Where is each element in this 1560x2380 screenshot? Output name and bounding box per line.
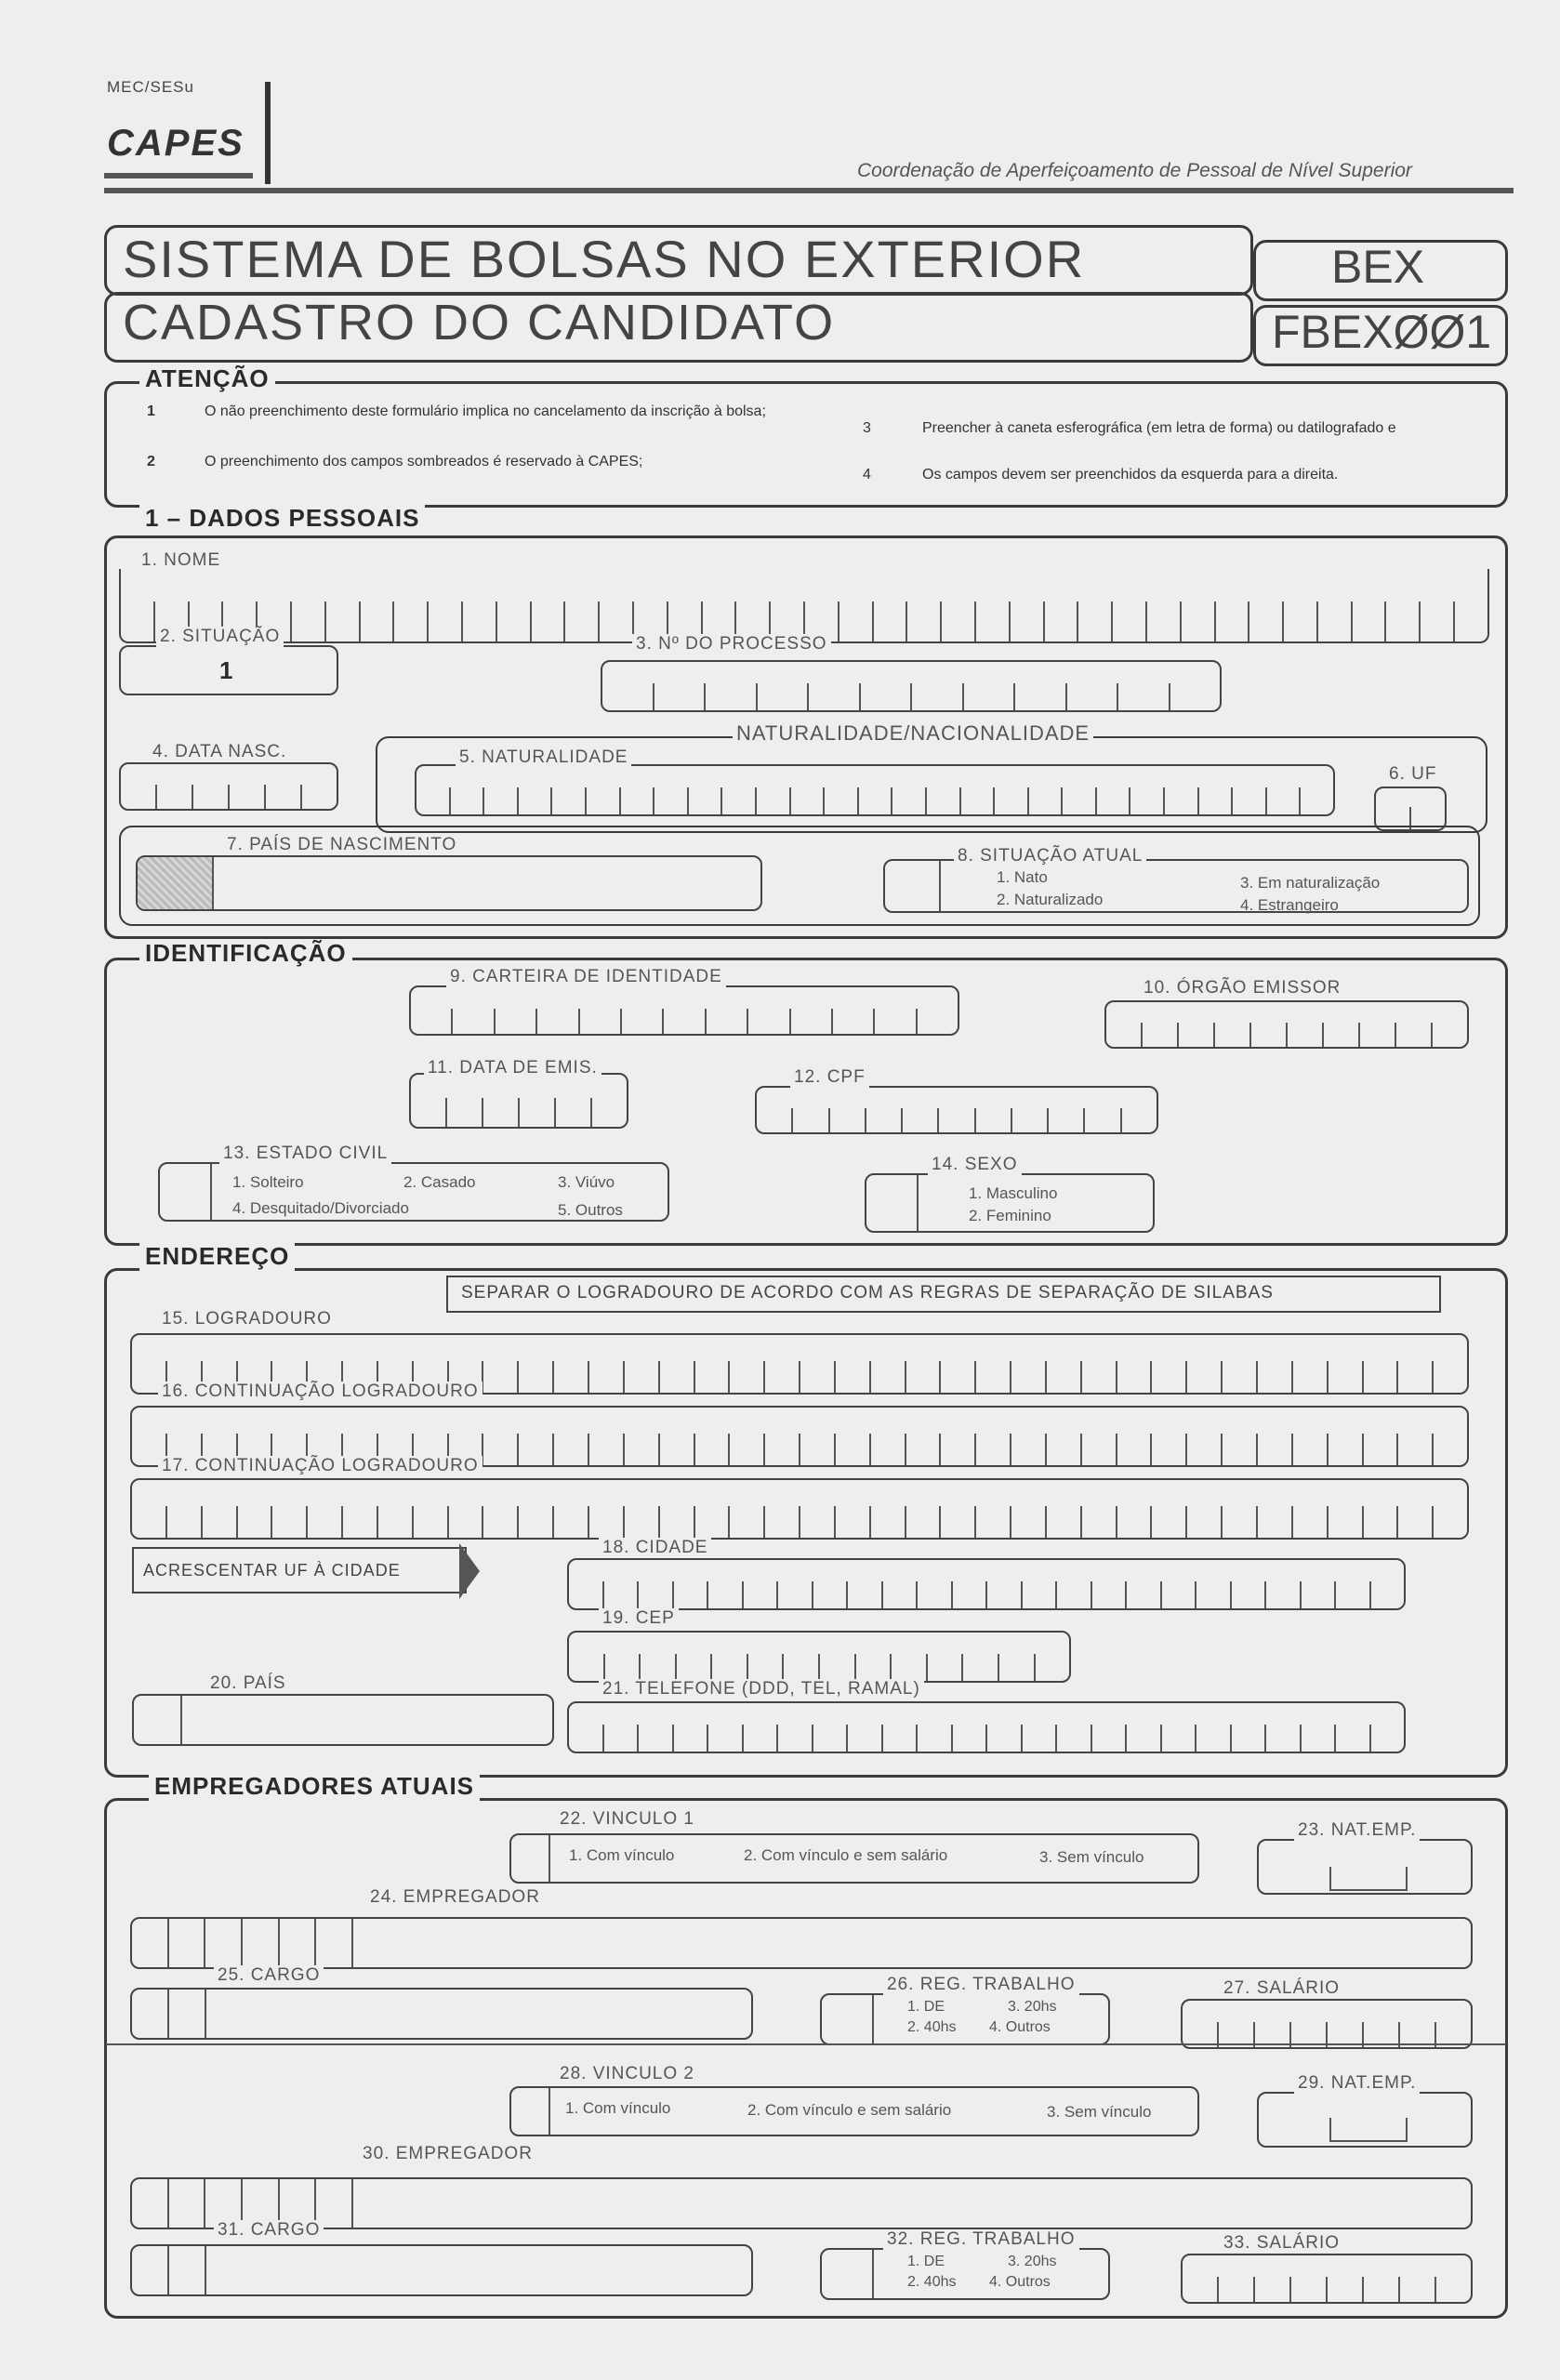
cidade-label: 18. CIDADE bbox=[599, 1538, 711, 1558]
vinculo-1-label: 22. VINCULO 1 bbox=[556, 1809, 698, 1830]
nome-label: 1. NOME bbox=[138, 550, 224, 571]
vinculo-2-cell bbox=[549, 2088, 550, 2135]
naturalidade-label: 5. NATURALIDADE bbox=[456, 747, 631, 768]
dept-label: MEC/SESu bbox=[107, 78, 194, 96]
vinculo-2-label: 28. VINCULO 2 bbox=[556, 2064, 698, 2084]
reg2-opt-4: 4. Outros bbox=[989, 2274, 1051, 2290]
reg-trab-2-field[interactable] bbox=[820, 2248, 1110, 2300]
nat-group-label: NATURALIDADE/NACIONALIDADE bbox=[733, 721, 1093, 746]
reg-trab-1-label: 26. REG. TRABALHO bbox=[883, 1975, 1079, 1995]
vinculo-1-cell bbox=[549, 1835, 550, 1882]
carteira-label: 9. CARTEIRA DE IDENTIDADE bbox=[446, 967, 726, 987]
cont-log-2-field[interactable] bbox=[130, 1478, 1469, 1540]
empregadores-title: EMPREGADORES ATUAIS bbox=[149, 1772, 480, 1801]
reg1-opt-2: 3. 20hs bbox=[1008, 1999, 1057, 2015]
atencao-item-4: Os campos devem ser preenchidos da esquerda para a direita. bbox=[922, 467, 1339, 483]
sit-opt-2: 2. Naturalizado bbox=[997, 891, 1104, 908]
processo-field[interactable] bbox=[601, 660, 1222, 712]
civil-opt-1: 1. Solteiro bbox=[232, 1173, 304, 1191]
pais-label: 20. PAÍS bbox=[206, 1673, 290, 1694]
reg2-opt-3: 2. 40hs bbox=[907, 2274, 957, 2290]
cargo-1-field[interactable] bbox=[130, 1988, 753, 2040]
vinc1-opt-2: 2. Com vínculo e sem salário bbox=[744, 1846, 948, 1864]
sexo-label: 14. SEXO bbox=[928, 1155, 1022, 1175]
header-rule bbox=[104, 188, 1514, 193]
data-nasc-field[interactable] bbox=[119, 762, 338, 811]
civil-opt-3: 3. Viúvo bbox=[558, 1173, 615, 1191]
atencao-num-3: 3 bbox=[863, 420, 871, 436]
situacao-value: 1 bbox=[219, 656, 233, 684]
atencao-item-2: O preenchimento dos campos sombreados é reservado à CAPES; bbox=[205, 454, 643, 469]
capes-logo: CAPES bbox=[107, 123, 245, 164]
code-bex: BEX bbox=[1331, 241, 1425, 293]
orgao-field[interactable] bbox=[1104, 1000, 1469, 1049]
sit-atual-field[interactable] bbox=[883, 859, 1469, 913]
pais-nasc-shaded bbox=[138, 857, 214, 909]
sit-atual-label: 8. SITUAÇÃO ATUAL bbox=[954, 846, 1146, 866]
uf-label: 6. UF bbox=[1385, 764, 1440, 785]
logradouro-label: 15. LOGRADOURO bbox=[158, 1309, 336, 1329]
situacao-label: 2. SITUAÇÃO bbox=[156, 627, 284, 647]
nat-emp-1-cells bbox=[1329, 1867, 1408, 1891]
cargo-2-cells bbox=[132, 2246, 206, 2294]
carteira-field[interactable] bbox=[409, 985, 959, 1036]
arrow-right-icon bbox=[459, 1543, 480, 1599]
cidade-field[interactable] bbox=[567, 1558, 1406, 1610]
cargo-1-label: 25. CARGO bbox=[214, 1965, 324, 1986]
pais-nasc-label: 7. PAÍS DE NASCIMENTO bbox=[223, 835, 460, 855]
logo-divider bbox=[265, 82, 271, 184]
separar-note: SEPARAR O LOGRADOURO DE ACORDO COM AS REGRAS DE SEPARAÇÃO DE SILABAS bbox=[446, 1276, 1441, 1313]
empregador-1-label: 24. EMPREGADOR bbox=[366, 1887, 544, 1908]
uf-field[interactable] bbox=[1374, 787, 1447, 831]
telefone-field[interactable] bbox=[567, 1701, 1406, 1753]
pais-field[interactable] bbox=[132, 1694, 554, 1746]
cargo-2-label: 31. CARGO bbox=[214, 2220, 324, 2241]
cep-field[interactable] bbox=[567, 1631, 1071, 1683]
cont-log-1-label: 16. CONTINUAÇÃO LOGRADOURO bbox=[158, 1382, 483, 1402]
atencao-title: ATENÇÃO bbox=[139, 364, 275, 393]
sexo-cell bbox=[917, 1175, 919, 1231]
sit-opt-1: 1. Nato bbox=[997, 868, 1048, 886]
reg-trab-1-field[interactable] bbox=[820, 1993, 1110, 2045]
sit-opt-3: 3. Em naturalização bbox=[1240, 874, 1381, 892]
title-line-1: SISTEMA DE BOLSAS NO EXTERIOR bbox=[123, 230, 1086, 288]
empregador-2-label: 30. EMPREGADOR bbox=[359, 2144, 536, 2164]
vinc2-opt-3: 3. Sem vínculo bbox=[1047, 2103, 1152, 2121]
logo-underline bbox=[104, 173, 253, 178]
nome-field[interactable] bbox=[119, 569, 1489, 643]
atencao-item-1: O não preenchimento deste formulário implica no cancelamento da inscrição à bolsa; bbox=[205, 403, 766, 419]
empregador-1-cells bbox=[132, 1919, 353, 1967]
reg-trab-2-cell bbox=[872, 2250, 874, 2298]
vinc2-opt-2: 2. Com vínculo e sem salário bbox=[747, 2101, 952, 2119]
salario-1-label: 27. SALÁRIO bbox=[1220, 1978, 1343, 1999]
sexo-opt-1: 1. Masculino bbox=[969, 1184, 1058, 1202]
cargo-1-cells bbox=[132, 1990, 206, 2038]
nat-emp-1-label: 23. NAT.EMP. bbox=[1294, 1820, 1420, 1841]
atencao-item-3: Preencher à caneta esferográfica (em letra de forma) ou datilografado e bbox=[922, 420, 1396, 436]
atencao-num-4: 4 bbox=[863, 467, 871, 483]
naturalidade-field[interactable] bbox=[415, 764, 1335, 816]
pais-nasc-field[interactable] bbox=[136, 855, 762, 911]
nat-emp-2-label: 29. NAT.EMP. bbox=[1294, 2073, 1420, 2094]
nat-emp-2-cells bbox=[1329, 2118, 1408, 2142]
telefone-label: 21. TELEFONE (DDD, TEL, RAMAL) bbox=[599, 1679, 924, 1699]
sit-atual-cell bbox=[939, 861, 941, 911]
sexo-opt-2: 2. Feminino bbox=[969, 1207, 1051, 1224]
reg1-opt-4: 4. Outros bbox=[989, 2019, 1051, 2035]
reg-trab-2-label: 32. REG. TRABALHO bbox=[883, 2229, 1079, 2250]
data-emis-field[interactable] bbox=[409, 1073, 628, 1129]
title-line-2: CADASTRO DO CANDIDATO bbox=[123, 295, 836, 350]
code-form: FBEXØØ1 bbox=[1272, 306, 1492, 358]
vinc2-opt-1: 1. Com vínculo bbox=[565, 2099, 671, 2117]
ident-title: IDENTIFICAÇÃO bbox=[139, 939, 352, 968]
pais-cell bbox=[180, 1696, 182, 1744]
uf-cidade-note-text: ACRESCENTAR UF À CIDADE bbox=[143, 1561, 401, 1580]
endereco-title: ENDEREÇO bbox=[139, 1242, 295, 1271]
estado-civil-cell bbox=[210, 1164, 212, 1220]
civil-opt-2: 2. Casado bbox=[403, 1173, 476, 1191]
civil-opt-4: 4. Desquitado/Divorciado bbox=[232, 1199, 409, 1217]
processo-label: 3. Nº DO PROCESSO bbox=[632, 634, 831, 654]
atencao-box bbox=[104, 381, 1508, 508]
reg1-opt-3: 2. 40hs bbox=[907, 2019, 957, 2035]
reg-trab-1-cell bbox=[872, 1995, 874, 2043]
reg2-opt-2: 3. 20hs bbox=[1008, 2254, 1057, 2269]
vinc1-opt-1: 1. Com vínculo bbox=[569, 1846, 675, 1864]
orgao-label: 10. ÓRGÃO EMISSOR bbox=[1140, 978, 1344, 998]
salario-2-label: 33. SALÁRIO bbox=[1220, 2233, 1343, 2254]
salario-2-field[interactable] bbox=[1181, 2254, 1473, 2304]
cpf-field[interactable] bbox=[755, 1086, 1158, 1134]
header-subtitle: Coordenação de Aperfeiçoamento de Pessoal de Nível Superior bbox=[857, 160, 1412, 181]
uf-cidade-note bbox=[132, 1547, 467, 1593]
data-nasc-label: 4. DATA NASC. bbox=[149, 742, 290, 762]
salario-1-field[interactable] bbox=[1181, 1999, 1473, 2049]
reg1-opt-1: 1. DE bbox=[907, 1999, 945, 2015]
cont-log-2-label: 17. CONTINUAÇÃO LOGRADOURO bbox=[158, 1456, 483, 1476]
civil-opt-5: 5. Outros bbox=[558, 1201, 623, 1219]
cep-label: 19. CEP bbox=[599, 1608, 679, 1629]
cpf-label: 12. CPF bbox=[790, 1067, 869, 1088]
estado-civil-label: 13. ESTADO CIVIL bbox=[219, 1144, 391, 1164]
vinc1-opt-3: 3. Sem vínculo bbox=[1039, 1848, 1144, 1866]
cargo-2-field[interactable] bbox=[130, 2244, 753, 2296]
reg2-opt-1: 1. DE bbox=[907, 2254, 945, 2269]
atencao-num-2: 2 bbox=[147, 454, 155, 469]
data-emis-label: 11. DATA DE EMIS. bbox=[424, 1058, 602, 1078]
dados-title: 1 – DADOS PESSOAIS bbox=[139, 504, 425, 533]
sit-opt-4: 4. Estrangeiro bbox=[1240, 896, 1339, 914]
atencao-num-1: 1 bbox=[147, 403, 155, 419]
employer-divider bbox=[106, 2043, 1506, 2045]
